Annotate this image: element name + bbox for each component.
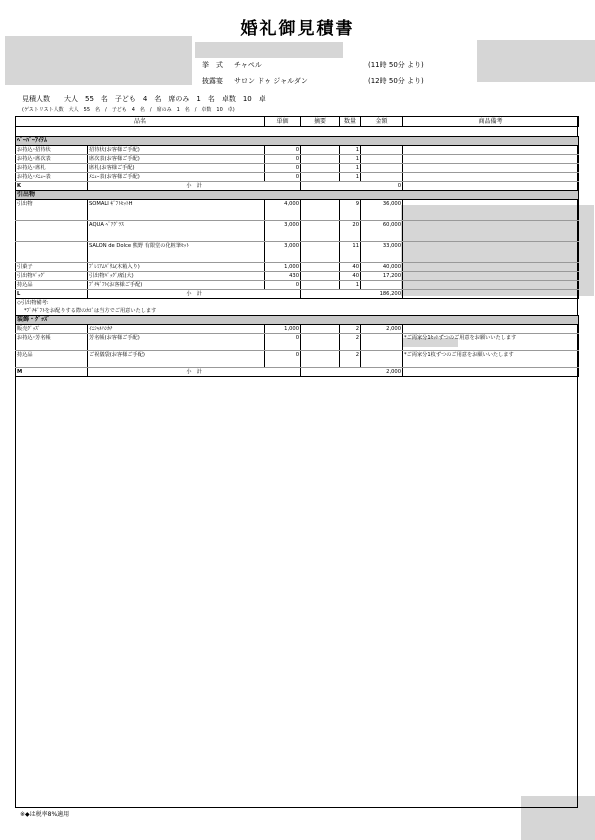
col-header-qty: 数量 [340,117,361,127]
subtotal-row-paper: K 小 計 0 [16,182,579,191]
col-header-amount: 金額 [361,117,403,127]
table-row: お持込･席次表 席次表(お客様ご手配) 0 1 [16,155,579,164]
col-header-notes: 商品備考 [403,117,579,127]
reception-time: (12時 50分 より) [368,77,424,85]
reception-venue: サロン ドゥ ジャルダン [234,77,308,85]
table-row: 持込品 ﾌﾟﾁｷﾞﾌﾄ(お客様ご手配) 0 1 [16,281,579,290]
ceremony-venue: チャペル [234,61,262,69]
table-row: お持込･招待状 招待状(お客様ご手配) 0 1 [16,146,579,155]
subtotal-row-decor: M 小 計 2,000 [16,368,579,377]
table-row: お持込･芳名帳 芳名帳(お客様ご手配) 0 2 *ご両家分1ｾｯﾄずつのご用意をお願いいたします [16,334,579,351]
section-header-paper: ﾍﾟｰﾊﾟｰｱｲﾃﾑ [16,137,579,146]
reception-label: 披露宴 [202,77,223,85]
tax-note: ※◆は税率8%適用 [20,811,70,818]
guest-summary: 見積人数 大人 55 名 子ども 4 名 席のみ 1 名 卓数 10 卓 [22,95,266,103]
table-row: お持込･席札 席札(お客様ご手配) 0 1 [16,164,579,173]
guest-list-summary: (ゲストリスト人数 大人 55 名 / 子ども 4 名 / 席のみ 1 名 / 卓数 10 卓) [22,107,235,113]
col-header-item: 品名 [16,117,265,127]
table-row: SALON de Dolce 熊野 有限堂の化粧筆ｾｯﾄ 3,000 11 33,000 [16,242,579,263]
section-header-decor: 装飾・ｸﾞｯｽﾞ [16,316,579,325]
table-row: 引菓子 ﾌﾟﾚﾐｱﾑﾊﾞｳﾑ(木箱入り) 1,000 40 40,000 [16,263,579,272]
table-header-row [16,117,579,127]
col-header-price: 単価 [265,117,301,127]
redacted-block-customer [5,36,192,85]
ceremony-time: (11時 50分 より) [368,61,424,69]
gift-memo-text: *ﾌﾟﾁｷﾞﾌﾄをお配りする際のｶｺﾞは当方でご用意いたします [16,307,579,316]
section-header-gifts: 引出物 [16,191,579,200]
estimate-table [15,116,579,377]
document-title: 婚礼御見積書 [240,19,355,39]
ceremony-label: 挙 式 [202,61,223,69]
redacted-block-date [477,40,595,82]
gift-memo-title: ◇引出物備考: [16,299,579,308]
table-row: 引出物 SOMALI ｷﾞﾌﾄｾｯﾄH 4,000 9 36,000 [16,200,579,221]
subtotal-row-gifts: L 小 計 186,200 [16,290,579,299]
table-row: 販売ｸﾞｯｽﾞ ｲﾆｼｬﾙﾊﾝｶﾁ 1,000 2 2,000 [16,325,579,334]
table-row: お持込･ﾒﾆｭｰ表 ﾒﾆｭｰ表(お客様ご手配) 0 1 [16,173,579,182]
table-row: AQUA ﾍﾟｱｸﾞﾗｽ 3,000 20 60,000 [16,221,579,242]
table-row: 持込品 ご祝儀袋(お客様ご手配) 0 2 *ご両家分1枚ずつのご用意をお願いいたします [16,351,579,368]
table-row: 引出物ﾊﾞｯｸﾞ 引出物ﾊﾞｯｸﾞ/紙(大) 430 40 17,200 [16,272,579,281]
redacted-block-venue [195,42,343,58]
col-header-summary: 摘要 [301,117,340,127]
